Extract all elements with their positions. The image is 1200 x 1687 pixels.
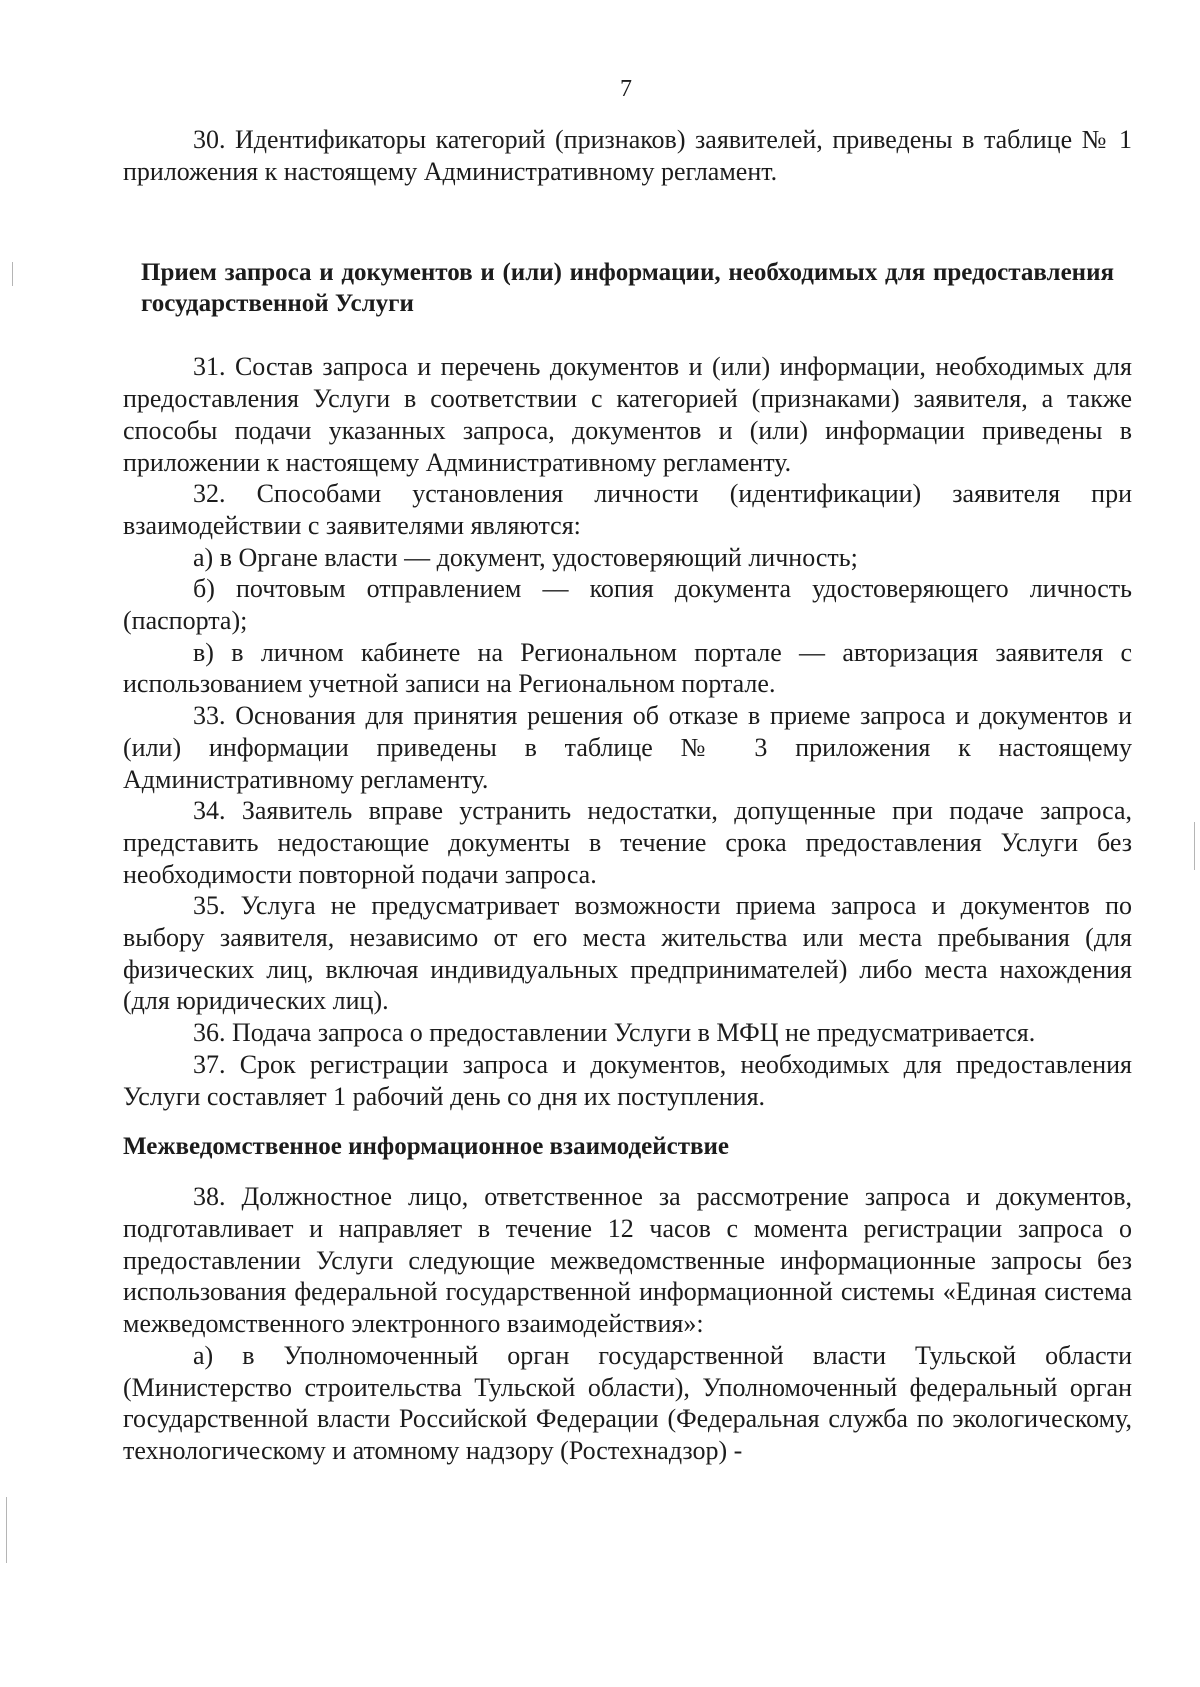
- paragraph-37: 37. Срок регистрации запроса и документов, необходимых для предоставления Услуги составляет 1 рабочий день со дня их поступления.: [123, 1049, 1132, 1111]
- paragraph-36: 36. Подача запроса о предоставлении Услуги в МФЦ не предусматривается.: [193, 1018, 1036, 1048]
- section-heading-interagency: Межведомственное информационное взаимодействие: [123, 1133, 729, 1161]
- scan-margin-mark-left-top: [12, 262, 13, 286]
- list-item-32-b: б) почтовым отправлением — копия документа удостоверяющего личность (паспорта);: [123, 574, 1132, 636]
- list-item-32-a: а) в Органе власти — документ, удостоверяющий личность;: [193, 542, 858, 572]
- paragraph-32: 32. Способами установления личности (идентификации) заявителя при взаимодействии с заявителями являются:: [123, 479, 1132, 540]
- page-number: 7: [620, 76, 632, 102]
- document-body: [123, 124, 1132, 1467]
- scan-margin-mark-left-bottom: [6, 1497, 7, 1563]
- paragraph-34: 34. Заявитель вправе устранить недостатки, допущенные при подаче запроса, представить недостающие документы в течение срока предоставления Услуги без необходимости повторной подачи запроса.: [123, 796, 1132, 889]
- paragraph-35: 35. Услуга не предусматривает возможности приема запроса и документов по выбору заявителя, независимо от его места жительства или места пребывания (для физических лиц, включая индивидуальных предпринимателей) либо места нахождения (для юридических лиц).: [123, 891, 1132, 1016]
- paragraph-31: 31. Состав запроса и перечень документов и (или) информации, необходимых для предоставления Услуги в соответствии с категорией (признаками) заявителя, а также способы подачи указанных запроса, документов и (или) информации приведены в приложении к настоящему Административному регламенту.: [123, 352, 1132, 477]
- list-item-38-a: а) в Уполномоченный орган государственной власти Тульской области (Министерство строительства Тульской области), Уполномоченный федеральный орган государственной власти Российской Федерации (Федеральная служба по экологическому, технологическому и атомному надзору (Ростехнадзор) -: [123, 1340, 1132, 1465]
- section-heading-request-acceptance: Прием запроса и документов и (или) информации, необходимых для предоставления государственной Услуги: [141, 259, 1114, 318]
- scan-margin-mark-right: [1194, 822, 1195, 870]
- list-item-32-v: в) в личном кабинете на Региональном портале — авторизация заявителя с использованием учетной записи на Региональном портале.: [123, 637, 1132, 699]
- paragraph-30: 30. Идентификаторы категорий (признаков) заявителей, приведены в таблице № 1 приложения к настоящему Административному регламент.: [123, 125, 1132, 186]
- paragraph-38: 38. Должностное лицо, ответственное за рассмотрение запроса и документов, подготавливает и направляет в течение 12 часов с момента регистрации запроса о предоставлении Услуги следующие межведомственные информационные запросы без использования федеральной государственной информационной системы «Единая система межведомственного электронного взаимодействия»:: [123, 1182, 1132, 1339]
- paragraph-33: 33. Основания для принятия решения об отказе в приеме запроса и документов и (или) информации приведены в таблице № 3 приложения к настоящему Административному регламенту.: [123, 701, 1132, 794]
